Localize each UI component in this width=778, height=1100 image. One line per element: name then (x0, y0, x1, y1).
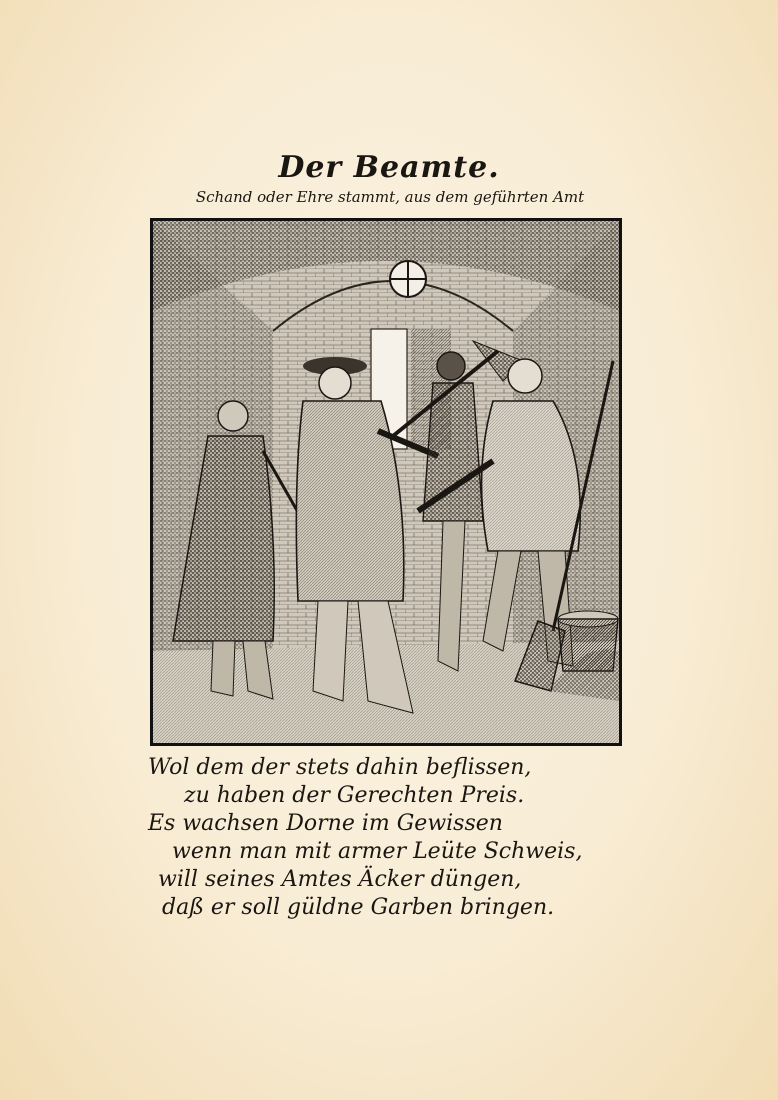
verse-line: wenn man mit armer Leüte Schweis, (172, 839, 583, 864)
motto-subtitle: Schand oder Ehre stammt, aus dem geführten Amt (195, 188, 585, 206)
engraving-plate (150, 218, 622, 746)
verse-line: will seines Amtes Äcker düngen, (158, 867, 522, 892)
verse-line: zu haben der Gerechten Preis. (184, 783, 525, 808)
verse-line: Es wachsen Dorne im Gewissen (148, 811, 503, 836)
verse-line: Wol dem der stets dahin beflissen, (148, 755, 532, 780)
engraving-illustration (153, 221, 619, 743)
verse-block (148, 754, 628, 922)
page-title: Der Beamte. (278, 150, 500, 185)
verse-line: daß er soll güldne Garben bringen. (162, 895, 555, 920)
